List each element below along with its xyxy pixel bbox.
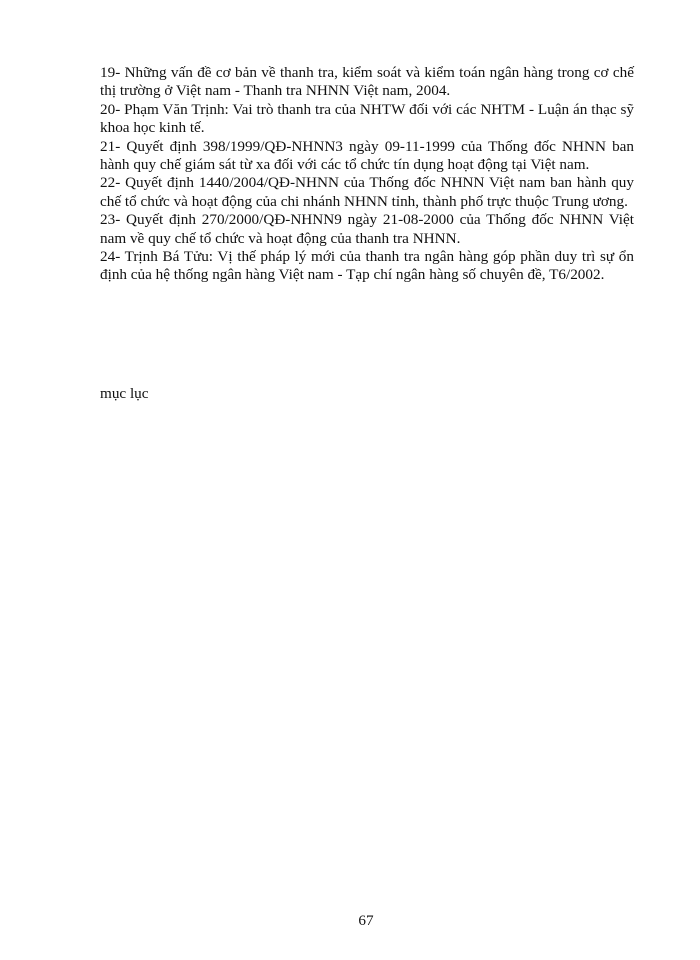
page-number: 67 (358, 912, 374, 929)
reference-item-21: 21- Quyết định 398/1999/QĐ-NHNN3 ngày 09-11-1999 của Thống đốc NHNN ban hành quy chế giám sát từ xa đối với các tổ chức tín dụng hoạt động tại Việt nam. (100, 137, 634, 174)
reference-item-19: 19- Những vấn đề cơ bản về thanh tra, kiểm soát và kiểm toán ngân hàng trong cơ chế thị trường ở Việt nam - Thanh tra NHNN Việt nam, 2004. (100, 64, 634, 100)
reference-item-24: 24- Trịnh Bá Tửu: Vị thế pháp lý mới của thanh tra ngân hàng góp phần duy trì sự ổn định của hệ thống ngân hàng Việt nam - Tạp chí ngân hàng số chuyên đề, T6/2002. (100, 248, 634, 284)
reference-item-23: 23- Quyết định 270/2000/QĐ-NHNN9 ngày 21-08-2000 của Thống đốc NHNN Việt nam về quy chế tổ chức và hoạt động của thanh tra NHNN. (100, 211, 634, 247)
reference-item-22: 22- Quyết định 1440/2004/QĐ-NHNN của Thống đốc NHNN Việt nam ban hành quy chế tổ chức và hoạt động của chi nhánh NHNN tỉnh, thành phố trực thuộc Trung ương. (100, 174, 634, 210)
table-of-contents-label: mục lục (100, 385, 149, 402)
reference-list (100, 64, 634, 285)
reference-item-20: 20- Phạm Văn Trịnh: Vai trò thanh tra của NHTW đối với các NHTM - Luận án thạc sỹ khoa học kinh tế. (100, 100, 634, 137)
